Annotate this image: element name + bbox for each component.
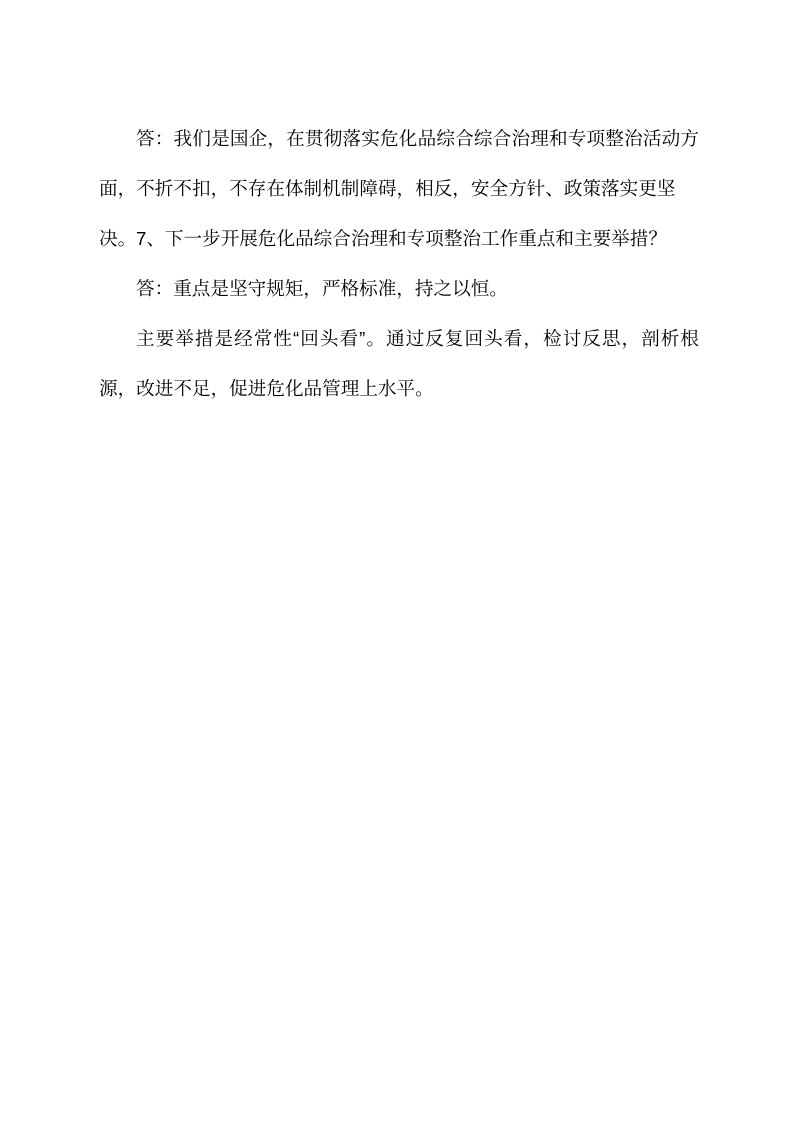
text-line: 7、下一步开展危化品综合治理和专项整治工作重点和主要举措？ [136,228,667,249]
paragraph [99,314,699,414]
paragraph [99,214,699,264]
text-line: 面，不折不扣，不存在体制机制障碍，相反，安全方针、政策落实更坚决。 [99,178,676,249]
paragraph [99,264,699,314]
text-line: 源，改进不足，促进危化品管理上水平。 [99,378,434,399]
text-line: 答：重点是坚守规矩，严格标准，持之以恒。 [136,278,508,299]
text-line: 主要举措是经常性“回头看”。通过反复回头看，检讨反思，剖析根 [136,328,699,349]
text-line: 答：我们是国企，在贯彻落实危化品综合综合治理和专项整治活动方 [136,128,699,149]
document-text-body [99,0,699,414]
